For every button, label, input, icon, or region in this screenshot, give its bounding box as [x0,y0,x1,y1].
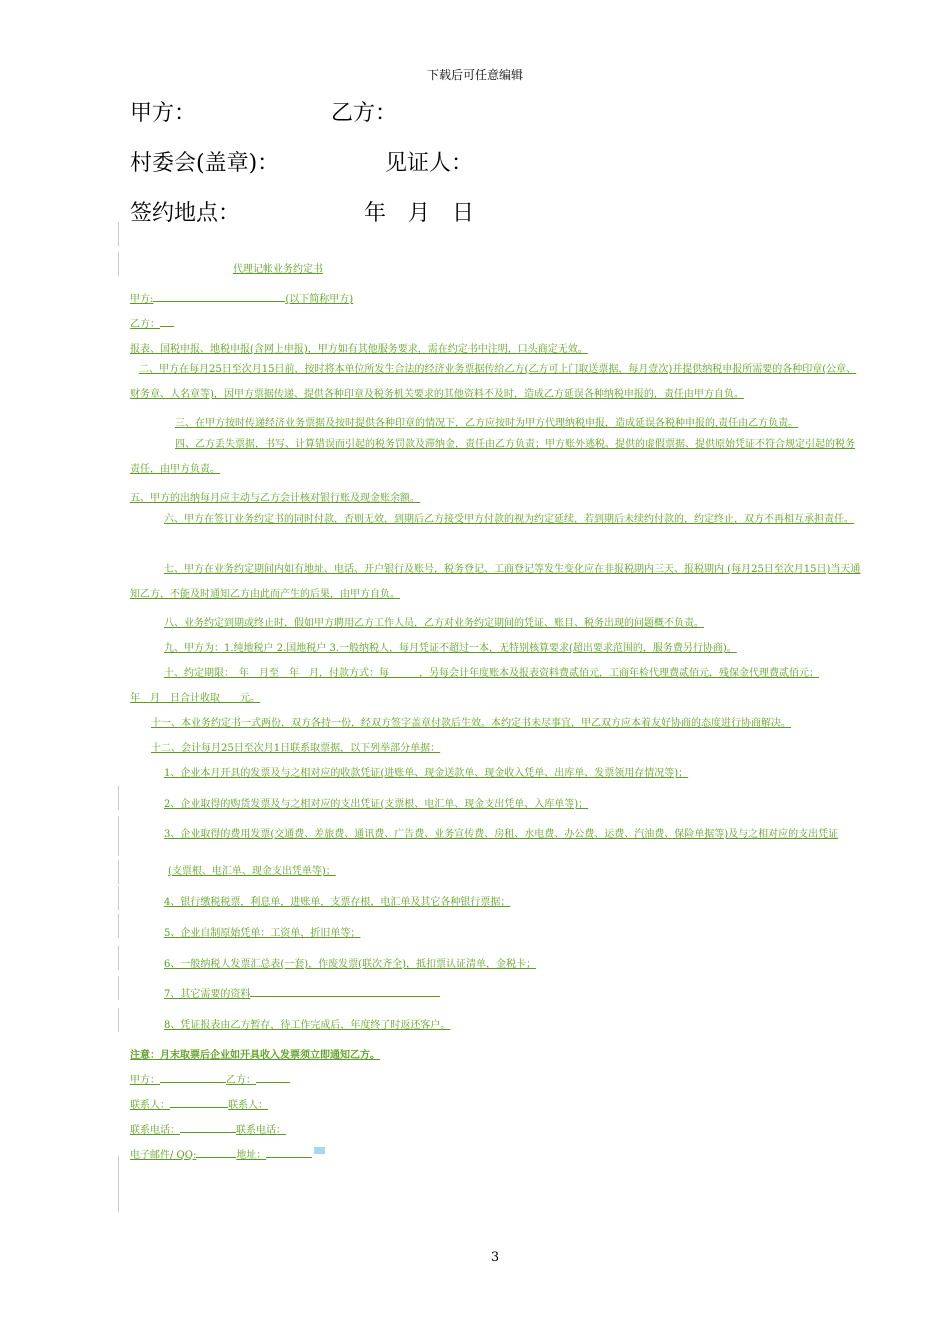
party-b-label: 乙方： [130,319,160,330]
footer-phone-row [130,1121,286,1136]
list-item-blank [250,986,440,997]
footer-contact-a: 联系人： [130,1100,170,1111]
agreement-party-a [130,290,353,305]
paragraph-8: 八、业务约定到期或终止时，假如甲方聘用乙方工作人员，乙方对业务约定期间的凭证、账目、税务出现的问题概不负责。 [164,618,704,629]
party-a-label: 甲方: [130,294,154,305]
paragraph-3: 三、在甲方按时传递经济业务票据及按时提供各种印章的情况下，乙方应按时为甲方代理纳税申报，造成延误各税种申报的,责任由乙方负责。 [175,418,799,429]
list-item: 8、凭证报表由乙方暂存，待工作完成后，年度终了时返还客户。 [164,1020,451,1031]
footer-party-a: 甲方： [130,1075,160,1086]
paragraph-2: 二、甲方在每月25日至次月15日前，按时将本单位所发生合法的经济业务票据传给乙方(乙方可上门取送票据，每月壹次)并提供纳税申报所需要的各种印章(公章、财务章、人名章等)，因甲方票据传递、提供各种印章及税务机关要求的其他资料不及时，造成乙方延误各种纳税申报的，责任由甲方自负。 [130,364,857,400]
witness-label: 见证人： [385,151,474,176]
footer-party-row [130,1071,290,1086]
footer-contact-b: 联系人： [228,1100,268,1111]
footer-email-row [130,1146,312,1161]
paragraph-11: 十一、本业务约定书一式两份，双方各持一份，经双方签字盖章付款后生效。本约定书未尽事宜，甲乙双方应本着友好协商的态度进行协商解决。 [151,718,791,729]
list-item: 3、企业取得的费用发票(交通费、差旅费、通讯费、广告费、业务宣传费、房租、水电费、办公费、运费、汽油费、保险单据等)及与之相对应的支出凭证 [164,829,839,840]
margin-line [118,1156,119,1212]
margin-line [118,252,119,276]
margin-line [118,914,119,938]
date-label: 年 月 日 [364,201,475,226]
footer-address: 地址： [236,1150,267,1161]
signing-place-label: 签约地点： [130,201,241,226]
paragraph-10-line-2: 年 月 日合计收取 元。 [130,693,260,704]
list-item: 2、企业取得的购货发票及与之相对应的支出凭证(支票根、电汇单、现金支出凭单、入库单等)； [164,799,589,810]
margin-line [118,886,119,910]
footer-party-b: 乙方： [226,1075,256,1086]
paragraph-4: 四、乙方丢失票据，书写、计算错误而引起的税务罚款及滞纳金，责任由乙方负责；甲方账外逃税、提供的虚假票据、提供原始凭证不符合规定引起的税务责任，由甲方负责。 [130,439,855,475]
paragraph-6: 六、甲方在签订业务约定书的同时付款，否则无效，到期后乙方接受甲方付款的视为约定延续，若到期后未续约付款的，约定终止，双方不再相互承担责任。 [164,514,854,525]
margin-line [118,222,119,246]
list-item: 1、企业本月开具的发票及与之相对应的收款凭证(进账单、现金送款单、现金收入凭单、出库单、发票领用存情况等)； [164,768,689,779]
blank [180,1122,236,1133]
margin-line [118,946,119,970]
paragraph-12: 十二、会计每月25日至次月1日联系取票据，以下列举部分单据： [151,743,441,754]
selection-marker [314,1147,325,1154]
paragraph-10-line-1: 十、约定期限： 年 月至 年 月，付款方式：每 ，另每会计年度账本及报表资料费贰佰元，工商年检代理费贰佰元，残保金代理费贰佰元； [164,668,819,679]
party-a-suffix: (以下简称甲方) [285,294,354,305]
list-item-label: 7、其它需要的资料 [164,989,251,1000]
margin-line [118,816,119,856]
download-note: 下载后可任意编辑 [426,68,523,82]
party-b-blank [160,316,174,327]
agreement-title: 代理记帐业务约定书 [233,264,323,275]
paragraph-intro: 报表、国税申报、地税申报(含网上申报)，甲方如有其他服务要求，需在约定书中注明，口头商定无效。 [130,344,588,355]
margin-line [118,860,119,884]
page-number: 3 [490,1250,500,1265]
party-a-blank [153,291,285,302]
notice: 注意：月末取票后企业如开具收入发票须立即通知乙方。 [130,1050,380,1061]
list-item: 5、企业自制原始凭单：工资单，折旧单等； [164,928,361,939]
footer-contact-row [130,1096,268,1111]
footer-phone-b: 联系电话： [236,1125,286,1136]
blank [196,1147,236,1158]
party-a-label: 甲方： [130,101,197,126]
paragraph-5: 五、甲方的出纳每月应主动与乙方会计核对银行账及现金账余额。 [130,493,420,504]
blank [266,1147,312,1158]
blank [256,1072,290,1083]
party-b-label: 乙方： [331,101,398,126]
list-item-continued: (支票根、电汇单、现金支出凭单等)； [168,866,336,877]
agreement-party-b [130,315,174,330]
blank [170,1097,228,1108]
paragraph-7: 七、甲方在业务约定期间内如有地址、电话、开户银行及账号，税务登记、工商登记等发生变化应在非报税期内三天、报税期内 (每月25日至次月15日)当天通知乙方，不能及时通知乙方由此而产生的后果，由甲方自负。 [130,564,861,600]
footer-phone-a: 联系电话： [130,1125,180,1136]
list-item: 4、银行缴税税票，利息单，进账单，支票存根，电汇单及其它各种银行票据； [164,897,511,908]
list-item: 6、一般纳税人发票汇总表(一套)，作废发票(联次齐全)，抵扣票认证清单，金税卡； [164,959,536,970]
paragraph-9: 九、甲方为：1.纯地税户 2.国地税户 3.一般纳税人，每月凭证不超过一本，无特别核算要求(超出要求范围的，服务费另行协商)。 [164,643,737,654]
footer-email-qq: 电子邮件/ QQ: [130,1150,197,1161]
village-committee-label: 村委会(盖章)： [130,151,280,176]
margin-line [118,976,119,1000]
margin-line [118,1008,119,1032]
margin-line [118,786,119,810]
blank [160,1072,226,1083]
list-item [164,985,440,1000]
